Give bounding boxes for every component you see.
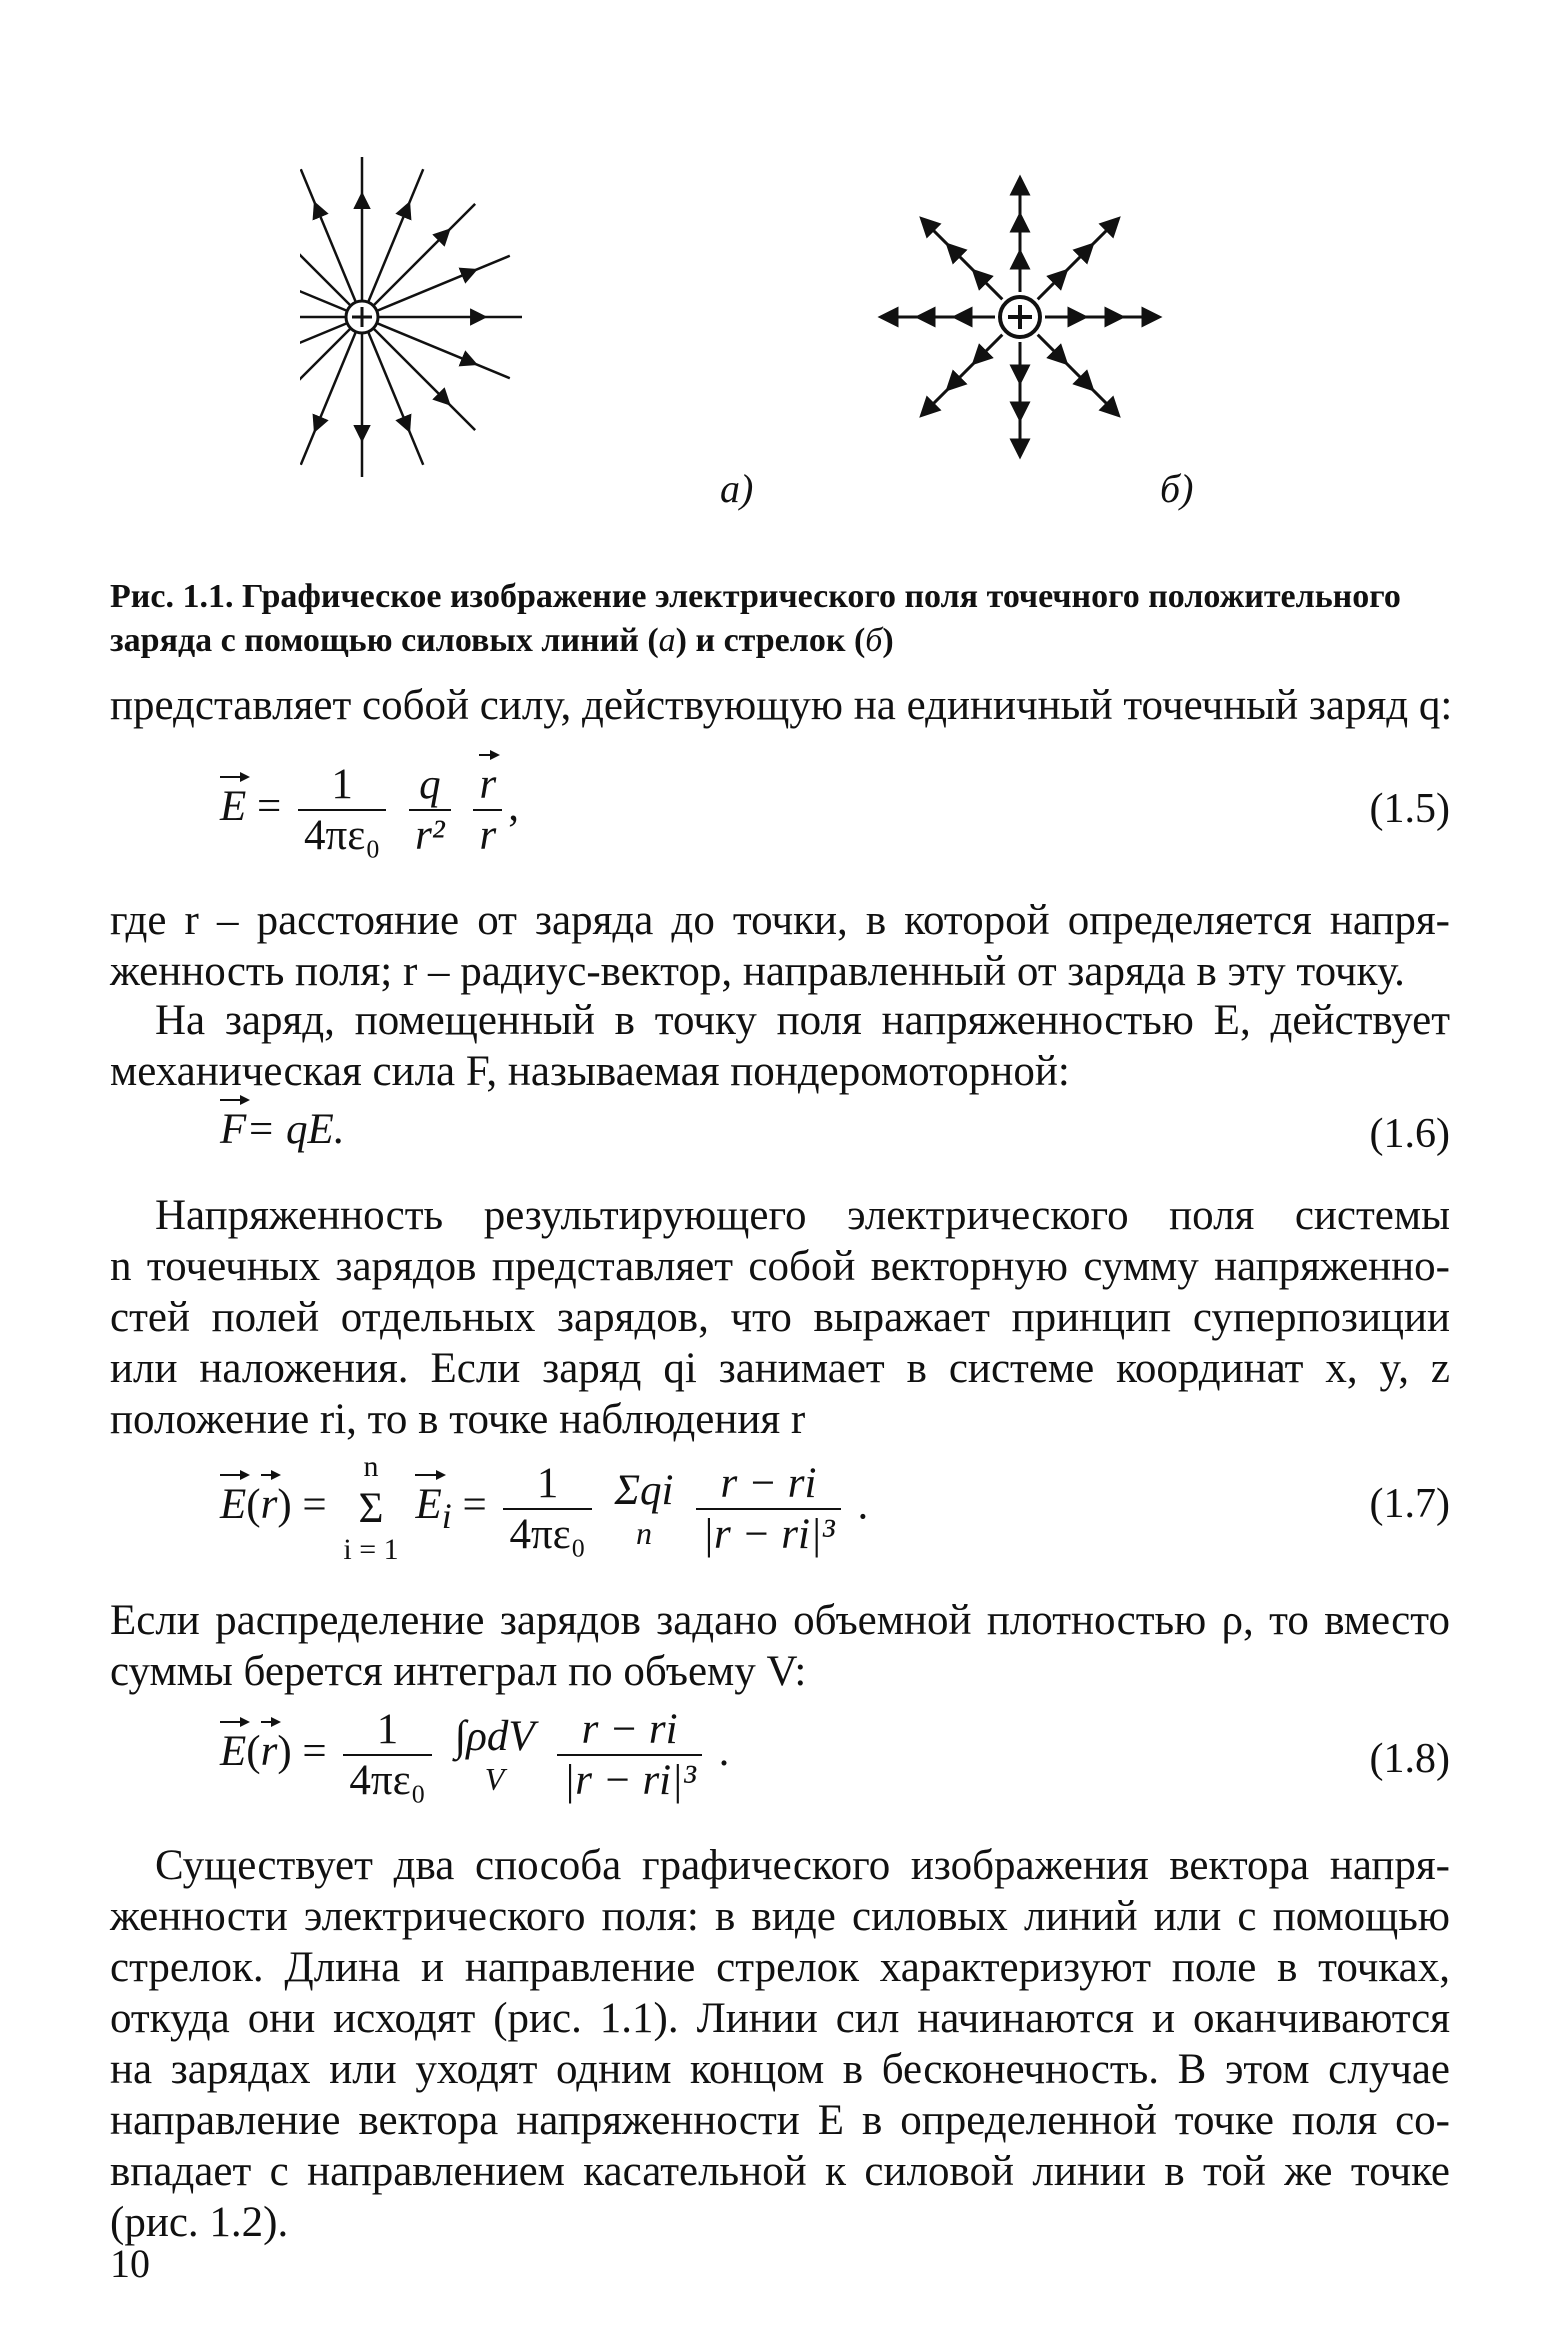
field-arrowhead [443,398,444,399]
field-arrowhead [443,234,444,235]
paragraph-5: Если распределение зарядов задано объемной плотностью ρ, то вместо суммы берется интеграл по объему V: [110,1597,1450,1695]
field-arrow [1090,387,1113,410]
equation-1-7: E(r) = n Σ i = 1 $E_i$ = $\frac{1}{\text{4πε₀}}$ Σqi n $\frac{r - ri}{\text{|r − ri|³}}$ . (1.7) [220,1450,1450,1566]
figure-label-a: а) [720,466,754,511]
equation-number-1-7: (1.7) [1369,1481,1450,1527]
field-arrow [927,224,950,247]
field-arrow [1064,250,1087,273]
field-arrow [953,250,976,273]
field-arrowhead [317,423,318,424]
field-line [300,204,362,317]
caption-line-2: заряда с помощью силовых линий (а) и стрелок (б) [110,622,894,659]
field-lines-a [300,157,522,477]
paragraph-3: На заряд, помещенный в точку поля напряженностью E, действует механическая сила F, называемая пондеромоторной: [110,997,1450,1095]
field-arrowhead [406,209,407,210]
charge-b-icon [1000,297,1040,337]
field-arrow [1038,335,1061,358]
equation-1-5: E = $\frac{1}{\text{4πε₀}}$ $\frac{q}{\text{r²}}$ $\frac{r}{r}$ , (1.5) [220,761,1450,859]
figure-label-b: б) [1160,466,1194,511]
paragraph-4: Напряженность результирующего электрического поля системы n точечных зарядов представляет собой векторную сумму напряженно- стей полей отдельных зарядов, что выражает принцип суперпозиции или наложения. Если заряд qi занимает в системе координат x, y, z положение ri, то в точке наблюдения r [110,1192,1450,1443]
field-arrowhead [468,361,469,362]
charge-a-icon [346,301,378,333]
field-arrow [1038,276,1061,299]
field-line [300,317,362,430]
field-arrow [1090,224,1113,247]
field-arrow [927,387,950,410]
equation-number-1-5: (1.5) [1369,786,1450,832]
field-arrow [979,276,1002,299]
field-line [362,204,475,317]
caption-line-1: Рис. 1.1. Графическое изображение электрического поля точечного положительного [110,578,1401,615]
equation-number-1-8: (1.8) [1369,1736,1450,1782]
equation-1-8: E(r) = $\frac{1}{\text{4πε₀}}$ ∫ρdV V $\frac{r - ri}{\text{|r − ri|³}}$ . (1.8) [220,1706,1450,1804]
figure-caption [110,575,1450,663]
field-line [362,317,475,430]
field-arrowhead [406,423,407,424]
field-arrowhead [468,272,469,273]
page-number: 10 [110,2241,150,2286]
field-arrow [979,335,1002,358]
equation-number-1-6: (1.6) [1369,1111,1450,1157]
paragraph-6: Существует два способа графического изображения вектора напря- женности электрического поля: в виде силовых линий или с помощью стрелок. Длина и направление стрелок характеризуют поле в точках, откуда они исходят (рис. 1.1). Линии сил начинаются и оканчиваются на зарядах или уходят одним концом в бесконечность. В этом случае направление вектора напряженности E в определенной точке поля со- впадает с направлением касательной к силовой линии в той же точке (рис. 1.2). [110,1842,1450,2246]
field-arrow [1064,361,1087,384]
equation-1-6: F= qE. (1.6) [220,1106,1450,1157]
paragraph-1: представляет собой силу, действующую на единичный точечный заряд q: [110,682,1453,729]
figure-1-1 [300,95,1200,545]
field-arrowhead [317,209,318,210]
paragraph-2: где r – расстояние от заряда до точки, в которой определяется напря- женность поля; r – радиус-вектор, направленный от заряда в эту точку. [110,897,1450,995]
field-arrow [953,361,976,384]
